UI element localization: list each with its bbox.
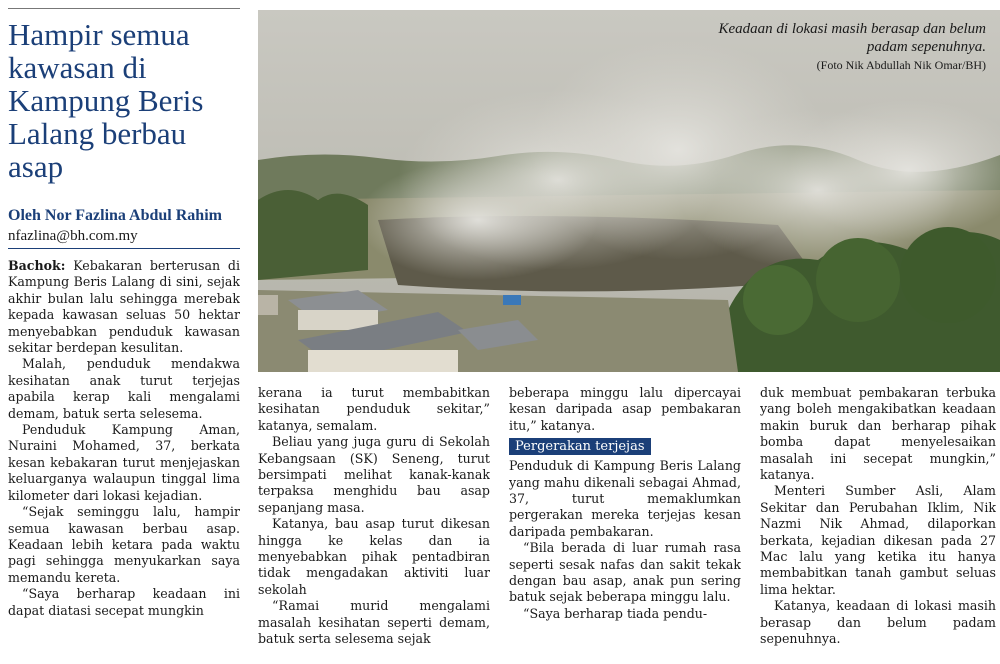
news-photo bbox=[258, 10, 1000, 372]
paragraph bbox=[8, 258, 240, 356]
column-3 bbox=[509, 385, 741, 662]
paragraph: Penduduk Kampung Aman, Nuraini Mohamed, 37, berkata kesan kebakaran turut menjejaskan keluarganya walaupun tinggal lima kilometer dari lokasi kejadian. bbox=[8, 422, 240, 503]
paragraph: “Saya berharap keadaan ini dapat diatasi secepat mungkin bbox=[8, 586, 240, 618]
paragraph: Beliau yang juga guru di Sekolah Kebangsaan (SK) Seneng, turut bersimpati melihat kanak-kanak terpaksa menghidu bau asap sepanjang masa. bbox=[258, 434, 490, 515]
byline bbox=[8, 206, 240, 246]
paragraph: beberapa minggu lalu dipercayai kesan daripada asap pembakaran itu,” katanya. bbox=[509, 385, 741, 433]
dateline: Bachok: bbox=[8, 258, 66, 273]
paragraph-text: Kebakaran berterusan di Kampung Beris Lalang di sini, sejak akhir bulan lalu sehingga merebak kepada kawasan seluas 50 hektar menyebabkan penduduk kawasan sekitar berdepan kesulitan. bbox=[8, 258, 240, 356]
column-1 bbox=[8, 258, 240, 662]
paragraph: “Sejak seminggu lalu, hampir semua kawasan berbau asap. Keadaan lebih ketara pada waktu pagi sehingga menyukarkan saya memandu kereta. bbox=[8, 504, 240, 585]
photo-credit: (Foto Nik Abdullah Nik Omar/BH) bbox=[816, 58, 986, 72]
paragraph: “Ramai murid mengalami masalah kesihatan seperti demam, batuk serta selesema sejak bbox=[258, 598, 490, 647]
column-2 bbox=[258, 385, 490, 662]
headline: Hampir semua kawasan di Kampung Beris Lalang berbau asap bbox=[8, 17, 204, 184]
paragraph: “Saya berharap tiada pendu- bbox=[523, 605, 708, 621]
paragraph: Katanya, keadaan di lokasi masih berasap dan belum padam sepenuhnya. bbox=[760, 598, 996, 647]
top-rule bbox=[8, 8, 240, 9]
column-4 bbox=[760, 385, 996, 662]
paragraph: Katanya, bau asap turut dikesan hingga ke kelas dan ia menyebabkan pihak pentadbiran tidak mengadakan aktiviti luar sekolah bbox=[258, 516, 490, 597]
byline-rule bbox=[8, 248, 240, 249]
byline-email: nfazlina@bh.com.my bbox=[8, 228, 138, 244]
paragraph: kerana ia turut membabitkan kesihatan penduduk sekitar,” katanya, semalam. bbox=[258, 385, 490, 433]
photo-caption bbox=[686, 20, 986, 73]
subhead-wrap bbox=[509, 434, 741, 458]
paragraph: duk membuat pembakaran terbuka yang boleh mengakibatkan keadaan makin buruk dan berharap pihak bomba dapat menyelesaikan masalah ini secepat mungkin,” katanya. bbox=[760, 385, 996, 483]
subhead: Pergerakan terjejas bbox=[509, 438, 651, 455]
paragraph: Menteri Sumber Asli, Alam Sekitar dan Perubahan Iklim, Nik Nazmi Nik Ahmad, dilaporkan berkata, kejadian dikesan pada 27 Mac lalu yang ketika itu hanya membabitkan tanah gambut seluas lima hektar. bbox=[760, 483, 996, 597]
photo-caption-text: Keadaan di lokasi masih berasap dan belum padam sepenuhnya. bbox=[718, 21, 986, 55]
paragraph: Malah, penduduk mendakwa kesihatan anak turut terjejas apabila kerap kali mengalami demam, batuk serta selesema. bbox=[8, 356, 240, 421]
byline-author: Oleh Nor Fazlina Abdul Rahim bbox=[8, 207, 222, 224]
paragraph: Penduduk di Kampung Beris Lalang yang mahu dikenali sebagai Ahmad, 37, turut memaklumkan pergerakan mereka terjejas kesan daripada pembakaran. bbox=[509, 458, 741, 539]
paragraph: “Bila berada di luar rumah rasa seperti sesak nafas dan sakit tekak dengan bau asap, anak pun sering batuk sejak beberapa minggu lalu. bbox=[509, 540, 741, 605]
